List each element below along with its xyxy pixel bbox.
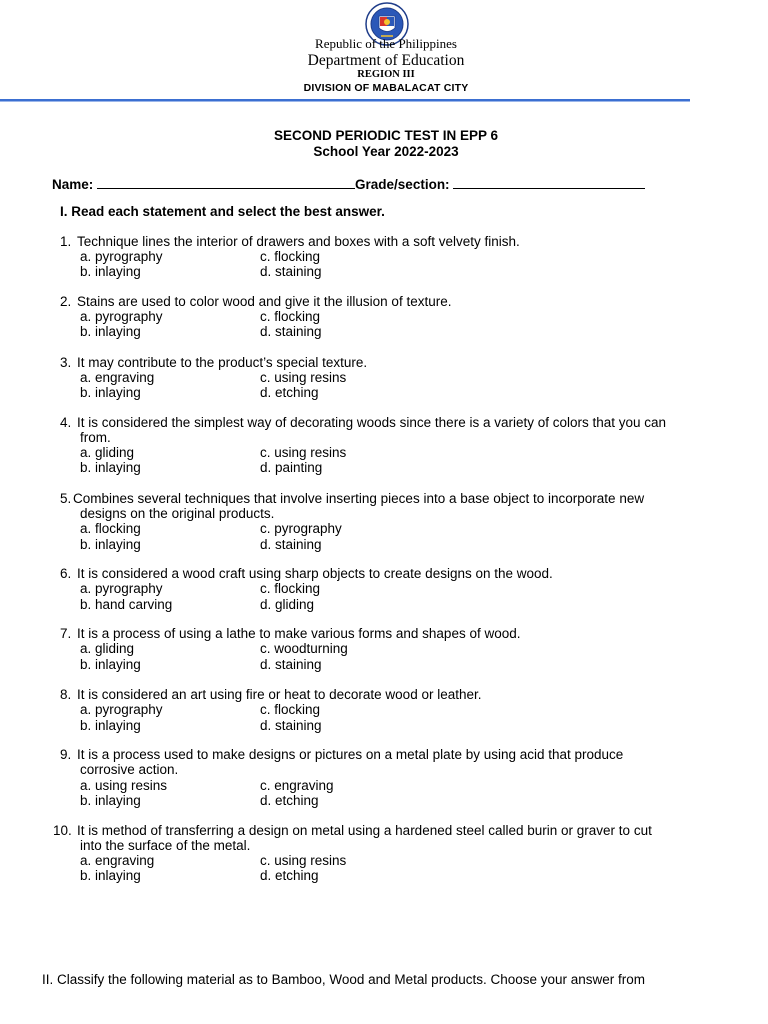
name-field[interactable] <box>97 175 355 189</box>
question-number: 3. <box>60 355 72 370</box>
option-b[interactable]: b. inlaying <box>80 537 141 552</box>
grade-label: Grade/section: <box>355 177 450 192</box>
question-stem-continued: designs on the original products. <box>80 506 275 521</box>
option-b[interactable]: b. inlaying <box>80 460 141 475</box>
option-a[interactable]: a. pyrography <box>80 249 163 264</box>
option-d[interactable]: d. painting <box>260 460 323 475</box>
option-b[interactable]: b. inlaying <box>80 793 141 808</box>
option-b[interactable]: b. inlaying <box>80 385 141 400</box>
part2-instruction: II. Classify the following material as to Bamboo, Wood and Metal products. Choose your answer from <box>42 972 646 987</box>
division-text: DIVISION OF MABALACAT CITY <box>303 82 469 94</box>
question-number: 6. <box>60 566 72 581</box>
question-stem: It is a process used to make designs or pictures on a metal plate by using acid that produce <box>77 747 624 762</box>
option-d[interactable]: d. staining <box>260 264 322 279</box>
option-c[interactable]: c. woodturning <box>260 641 348 656</box>
option-b[interactable]: b. inlaying <box>80 324 141 339</box>
option-d[interactable]: d. etching <box>260 793 319 808</box>
option-a[interactable]: a. using resins <box>80 778 168 793</box>
option-a[interactable]: a. pyrography <box>80 309 163 324</box>
question-stem: Stains are used to color wood and give it the illusion of texture. <box>77 294 452 309</box>
option-a[interactable]: a. engraving <box>80 370 155 385</box>
question-number: 9. <box>60 747 72 762</box>
option-c[interactable]: c. using resins <box>260 370 347 385</box>
option-a[interactable]: a. engraving <box>80 853 155 868</box>
option-b[interactable]: b. inlaying <box>80 657 141 672</box>
question-number: 2. <box>60 294 72 309</box>
republic-text: Republic of the Philippines <box>315 36 457 51</box>
name-label: Name: <box>52 177 94 192</box>
option-b[interactable]: b. inlaying <box>80 264 141 279</box>
question-number: 1. <box>60 234 72 249</box>
question-number: 4. <box>60 415 72 430</box>
option-c[interactable]: c. using resins <box>260 853 347 868</box>
school-year: School Year 2022-2023 <box>313 144 459 159</box>
option-a[interactable]: a. pyrography <box>80 702 163 717</box>
question-stem: It is a process of using a lathe to make various forms and shapes of wood. <box>77 626 521 641</box>
option-c[interactable]: c. engraving <box>260 778 334 793</box>
option-c[interactable]: c. flocking <box>260 249 321 264</box>
option-b[interactable]: b. inlaying <box>80 718 141 733</box>
test-title: SECOND PERIODIC TEST IN EPP 6 <box>273 128 499 143</box>
question-stem-continued: into the surface of the metal. <box>80 838 251 853</box>
question-stem: It is method of transferring a design on metal using a hardened steel called burin or graver to cut <box>77 823 652 838</box>
question-stem: It is considered a wood craft using sharp objects to create designs on the wood. <box>77 566 553 581</box>
part1-instruction: I. Read each statement and select the best answer. <box>60 204 385 219</box>
option-a[interactable]: a. gliding <box>80 445 135 460</box>
department-text: Department of Education <box>307 52 465 69</box>
option-c[interactable]: c. flocking <box>260 581 321 596</box>
option-c[interactable]: c. pyrography <box>260 521 342 536</box>
option-b[interactable]: b. hand carving <box>80 597 173 612</box>
grade-section-field[interactable] <box>453 175 645 189</box>
question-stem: Combines several techniques that involve inserting pieces into a base object to incorporate new <box>73 491 645 506</box>
question-stem: Technique lines the interior of drawers and boxes with a soft velvety finish. <box>77 234 520 249</box>
option-d[interactable]: d. staining <box>260 718 322 733</box>
option-d[interactable]: d. staining <box>260 537 322 552</box>
question-stem: It may contribute to the product’s special texture. <box>77 355 368 370</box>
question-number: 10. <box>53 823 72 838</box>
option-a[interactable]: a. gliding <box>80 641 135 656</box>
question-number: 7. <box>60 626 72 641</box>
question-stem-continued: corrosive action. <box>80 762 179 777</box>
question-stem: It is considered the simplest way of decorating woods since there is a variety of colors that you can <box>77 415 667 430</box>
option-d[interactable]: d. etching <box>260 868 319 883</box>
option-d[interactable]: d. staining <box>260 324 322 339</box>
question-number: 5. <box>60 491 72 506</box>
option-c[interactable]: c. flocking <box>260 309 321 324</box>
question-stem-continued: from. <box>80 430 111 445</box>
name-grade-line <box>52 175 645 192</box>
option-a[interactable]: a. pyrography <box>80 581 163 596</box>
question-number: 8. <box>60 687 72 702</box>
question-stem: It is considered an art using fire or heat to decorate wood or leather. <box>77 687 482 702</box>
option-c[interactable]: c. using resins <box>260 445 347 460</box>
option-a[interactable]: a. flocking <box>80 521 141 536</box>
region-text: REGION III <box>357 69 415 80</box>
option-b[interactable]: b. inlaying <box>80 868 141 883</box>
option-d[interactable]: d. etching <box>260 385 319 400</box>
option-c[interactable]: c. flocking <box>260 702 321 717</box>
option-d[interactable]: d. gliding <box>260 597 315 612</box>
option-d[interactable]: d. staining <box>260 657 322 672</box>
header-divider-shadow <box>0 101 690 102</box>
